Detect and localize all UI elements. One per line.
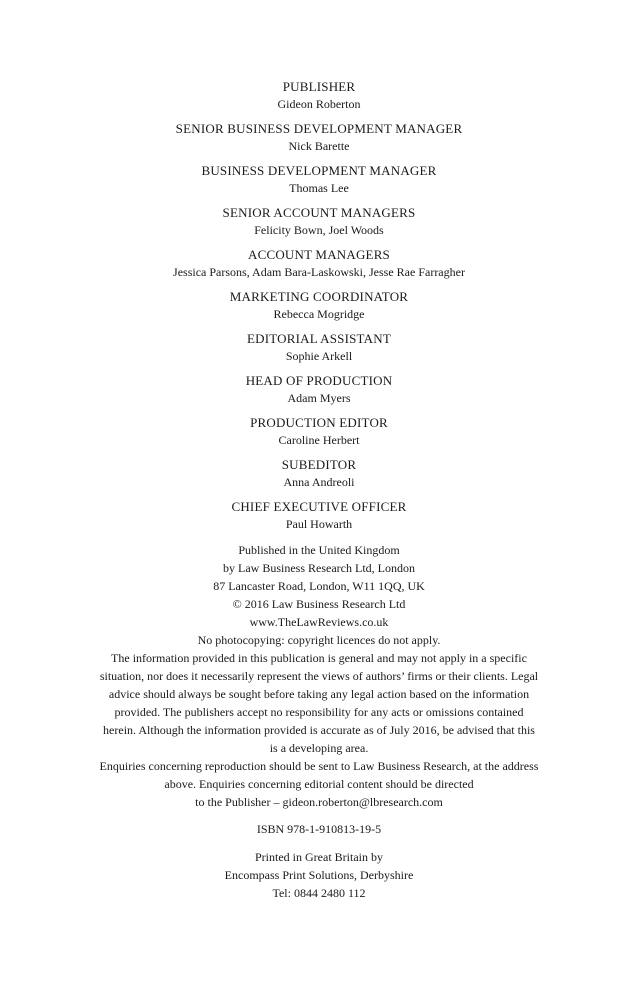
disclaimer-line: advice should always be sought before taking any legal action based on the information — [108, 687, 530, 701]
credit-name: Rebecca Mogridge — [273, 307, 365, 321]
website-line: www.TheLawReviews.co.uk — [249, 615, 389, 629]
credit-role: BUSINESS DEVELOPMENT MANAGER — [201, 163, 437, 178]
enquiries-line: Enquiries concerning reproduction should be sent to Law Business Research, at the address — [99, 759, 539, 773]
credit-name: Nick Barette — [288, 139, 350, 153]
photocopying-notice: No photocopying: copyright licences do not apply. — [197, 633, 441, 647]
credit-role: PUBLISHER — [282, 79, 356, 94]
credit-role: ACCOUNT MANAGERS — [247, 247, 390, 262]
credit-business-development-manager — [0, 162, 638, 197]
credit-name: Sophie Arkell — [285, 349, 353, 363]
credit-role: SENIOR ACCOUNT MANAGERS — [222, 205, 416, 220]
printer-phone-line: Tel: 0844 2480 112 — [272, 886, 366, 900]
publication-details — [0, 541, 638, 649]
printer-details — [0, 848, 638, 902]
credit-name: Gideon Roberton — [277, 97, 361, 111]
credit-senior-account-managers — [0, 204, 638, 239]
credit-role: PRODUCTION EDITOR — [250, 415, 388, 430]
credit-name: Paul Howarth — [285, 517, 353, 531]
credit-subeditor — [0, 456, 638, 491]
disclaimer-line: is a developing area. — [269, 741, 369, 755]
disclaimer-text — [19, 649, 619, 811]
enquiries-contact-line: to the Publisher – gideon.roberton@lbresearch.com — [195, 795, 443, 809]
printed-in-line: Printed in Great Britain by — [255, 850, 383, 864]
credit-role: HEAD OF PRODUCTION — [245, 373, 393, 388]
publisher-address-line: 87 Lancaster Road, London, W11 1QQ, UK — [213, 579, 425, 593]
disclaimer-line: provided. The publishers accept no responsibility for any acts or omissions contained — [114, 705, 524, 719]
disclaimer-line: situation, nor does it necessarily represent the views of authors’ firms or their clients. Legal — [99, 669, 539, 683]
isbn: ISBN 978-1-910813-19-5 — [256, 822, 382, 836]
credit-marketing-coordinator — [0, 288, 638, 323]
credit-role: SENIOR BUSINESS DEVELOPMENT MANAGER — [175, 121, 463, 136]
credit-production-editor — [0, 414, 638, 449]
published-line: Published in the United Kingdom — [238, 543, 400, 557]
credit-editorial-assistant — [0, 330, 638, 365]
copyright-line: © 2016 Law Business Research Ltd — [232, 597, 406, 611]
credit-name: Anna Andreoli — [283, 475, 355, 489]
credit-name: Jessica Parsons, Adam Bara-Laskowski, Jesse Rae Farragher — [173, 265, 465, 279]
disclaimer-line: The information provided in this publication is general and may not apply in a specific — [111, 651, 527, 665]
credit-role: EDITORIAL ASSISTANT — [247, 331, 391, 346]
imprint-page — [0, 78, 638, 902]
enquiries-line: above. Enquiries concerning editorial content should be directed — [164, 777, 474, 791]
credit-senior-business-development-manager — [0, 120, 638, 155]
publisher-company-line: by Law Business Research Ltd, London — [223, 561, 415, 575]
credit-role: MARKETING COORDINATOR — [229, 289, 409, 304]
credit-publisher — [0, 78, 638, 113]
disclaimer-line: herein. Although the information provided is accurate as of July 2016, be advised that this — [103, 723, 535, 737]
credit-name: Adam Myers — [287, 391, 351, 405]
credit-name: Thomas Lee — [289, 181, 349, 195]
printer-name-line: Encompass Print Solutions, Derbyshire — [224, 868, 414, 882]
credit-head-of-production — [0, 372, 638, 407]
credit-role: CHIEF EXECUTIVE OFFICER — [231, 499, 407, 514]
credit-account-managers — [0, 246, 638, 281]
credit-name: Caroline Herbert — [278, 433, 360, 447]
credit-name: Felicity Bown, Joel Woods — [254, 223, 384, 237]
credit-chief-executive-officer — [0, 498, 638, 533]
credit-role: SUBEDITOR — [281, 457, 357, 472]
